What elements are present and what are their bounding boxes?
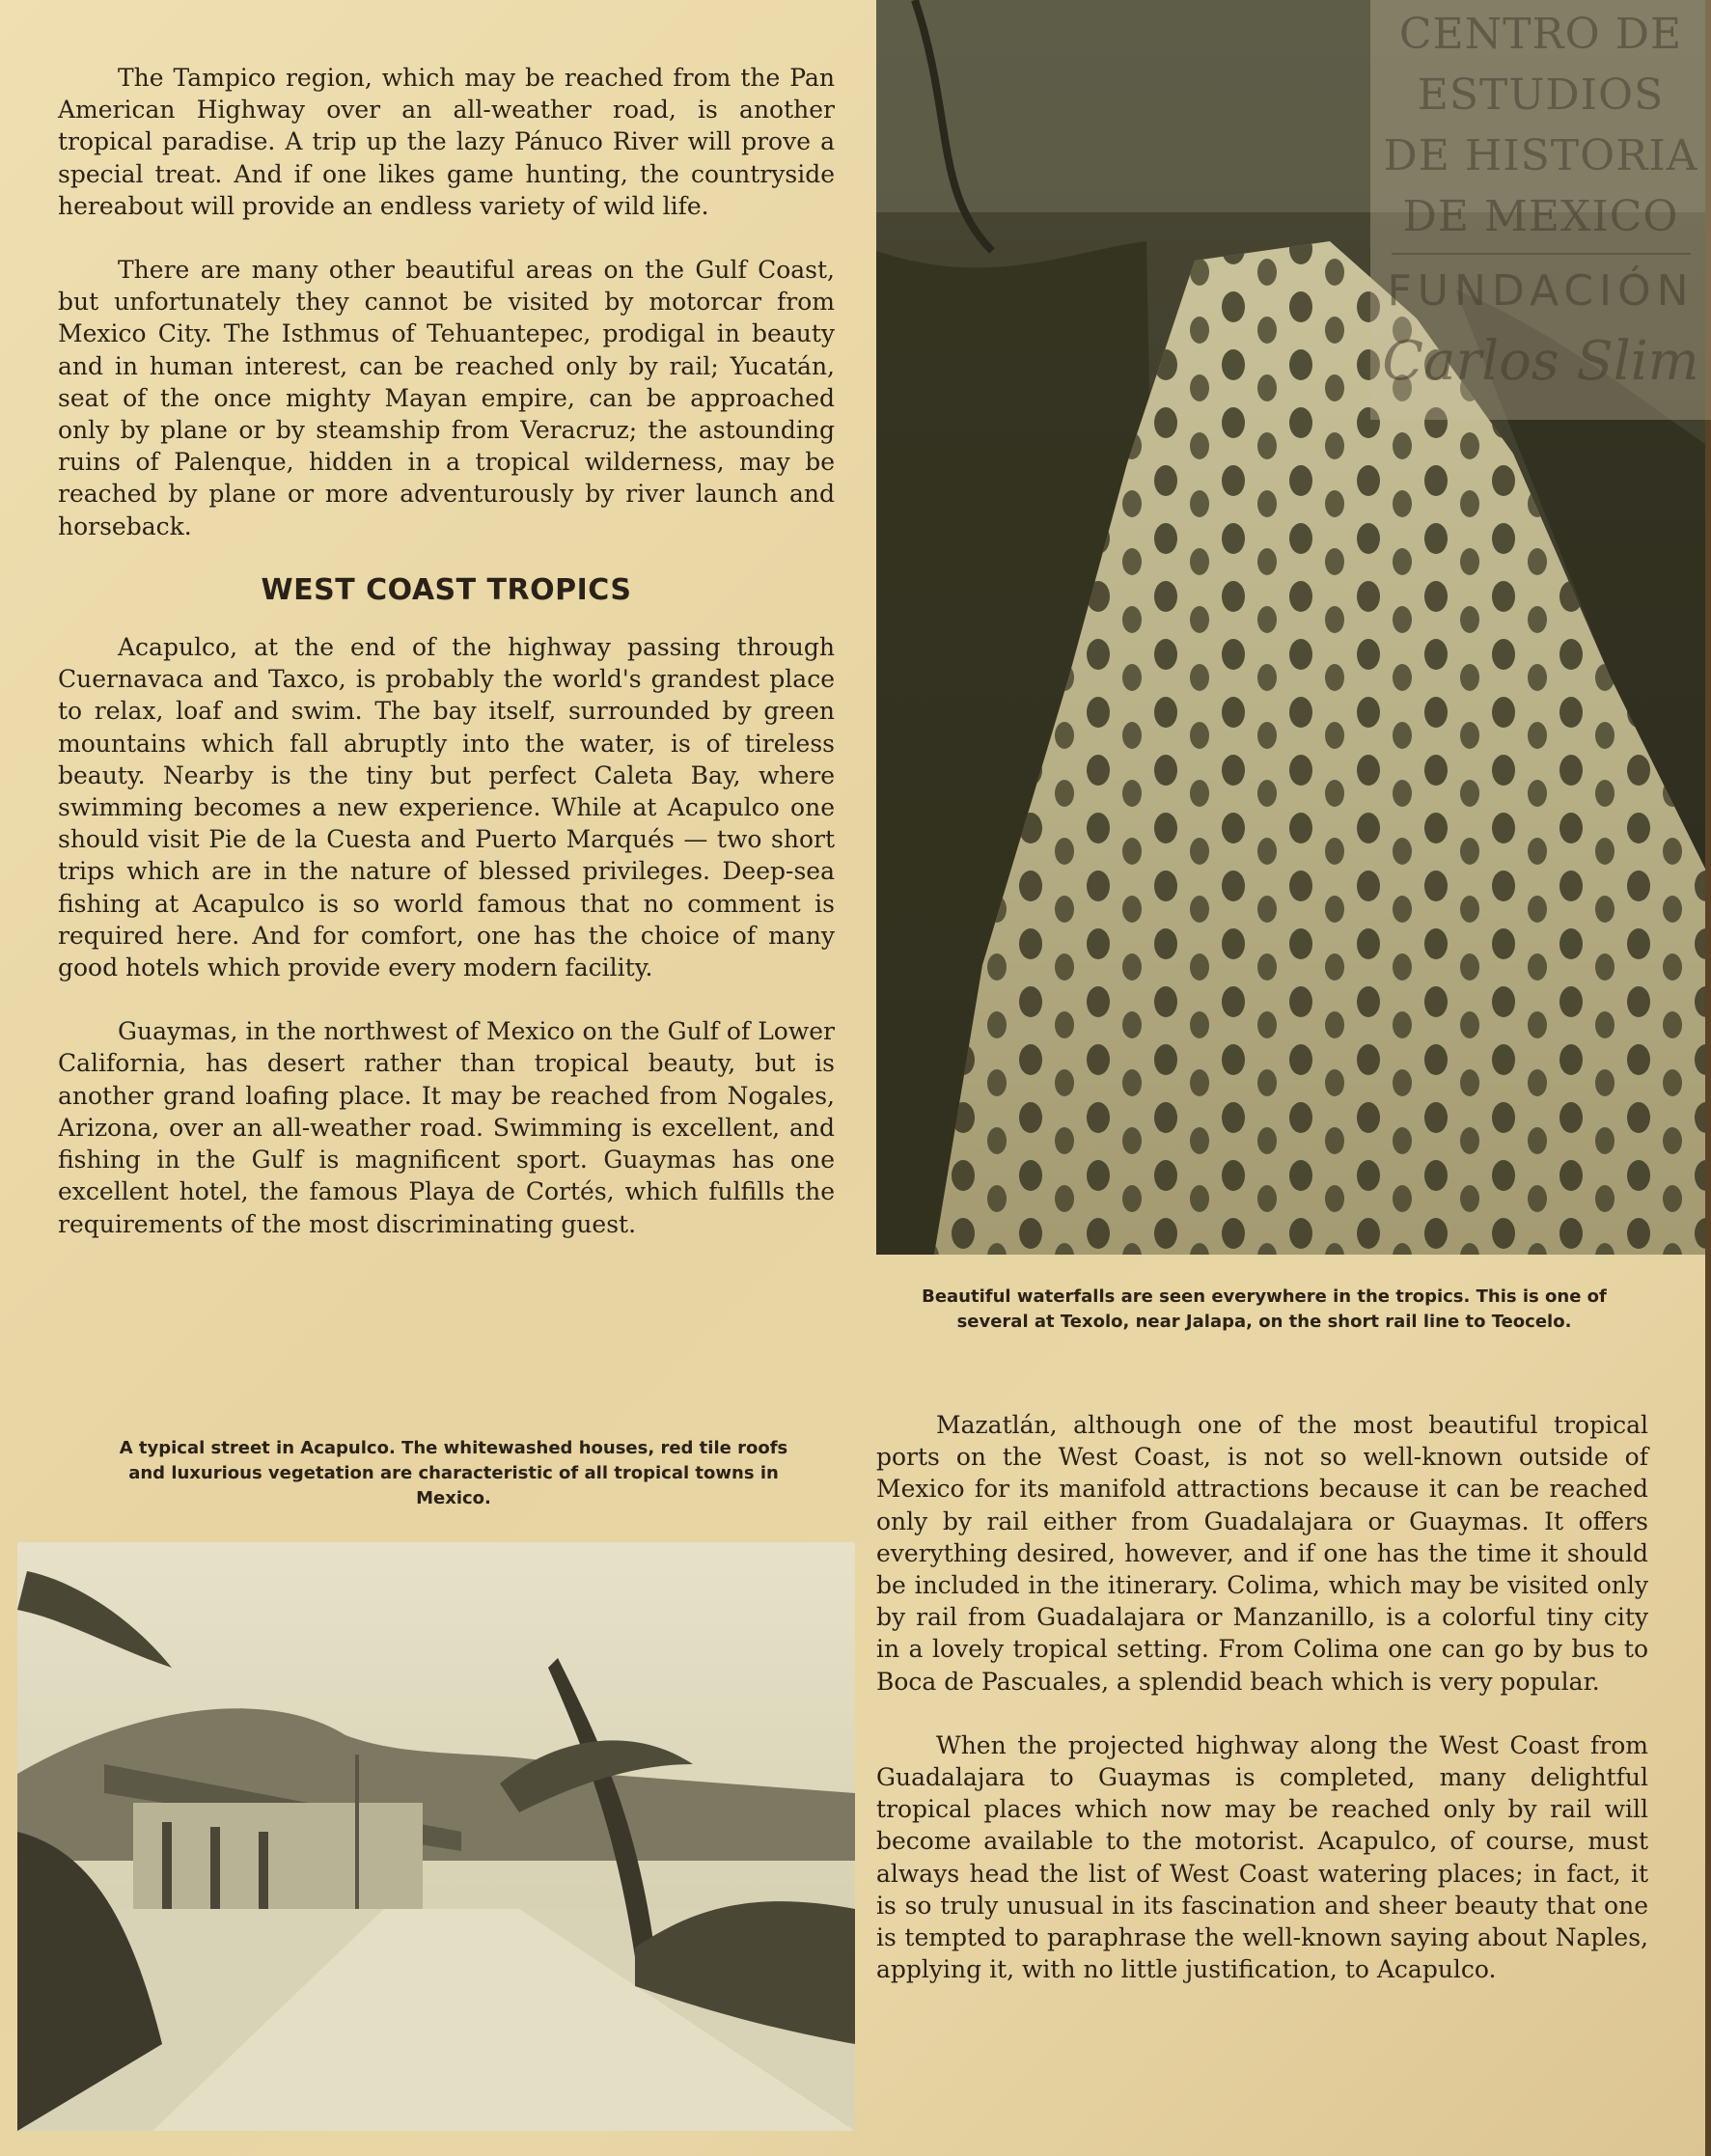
watermark-line: DE HISTORIA [1383,131,1698,180]
paragraph-guaymas: Guaymas, in the northwest of Mexico on the Gulf of Lower California, has desert rather than tropical beauty, but is another grand loafing place. It may be reached from Nogales, Arizona, over an all-weather road. Swimming is excellent, and fishing in the Gulf is magnificent sport. Guaymas has one excellent hotel, the famous Playa de Cortés, which fulfills the requirements of the most discriminating guest. [58,1017,835,1238]
watermark-divider [1392,253,1691,255]
right-column [876,1409,1648,2017]
paragraph-projected-highway: When the projected highway along the West Coast from Guadalajara to Guaymas is completed, many delightful tropical places which now may be reached only by rail will become available to the motorist. Acapulco, of course, must always head the list of West Coast watering places; in fact, it is so truly unusual in its fascination and sheer beauty that one is tempted to paraphrase the well-known saying about Naples, applying it, with no little justification, to Acapulco. [876,1730,1648,1984]
acapulco-street-photo [17,1542,855,2131]
paragraph-acapulco: Acapulco, at the end of the highway passing through Cuernavaca and Taxco, is probably the world's grandest place to relax, loaf and swim. The bay itself, surrounded by green mountains which fall abruptly into the water, is of tireless beauty. Nearby is the tiny but perfect Caleta Bay, where swimming becomes a new experience. While at Acapulco one should visit Pie de la Cuesta and Puerto Marqués — two short trips which are in the nature of blessed privileges. Deep-sea fishing at Acapulco is so world famous that no comment is required here. And for comfort, one has the choice of many good hotels which provide every modern facility. [58,633,835,982]
left-column [58,62,835,1272]
waterfall-caption: Beautiful waterfalls are seen everywhere in the tropics. This is one of several at Texolo, near Jalapa, on the short rail line to Teocelo. [922,1286,1607,1332]
paragraph-tampico: The Tampico region, which may be reached from the Pan American Highway over an all-weather road, is another tropical paradise. A trip up the lazy Pánuco River will prove a special treat. And if one likes game hunting, the countryside hereabout will provide an endless variety of wild life. [58,64,835,220]
section-heading: WEST COAST TROPICS [261,572,632,607]
paragraph-mazatlan: Mazatlán, although one of the most beautiful tropical ports on the West Coast, is not so well-known outside of Mexico for its manifold attractions because it can be reached only by rail either from Guadalajara or Guaymas. It offers everything desired, however, and if one has the time it should be included in the itinerary. Colima, which may be visited only by rail from Guadalajara or Manzanillo, is a colorful tiny city in a lovely tropical setting. From Colima one can go by bus to Boca de Pascuales, a splendid beach which is very popular. [876,1411,1648,1696]
paragraph-gulf-coast: There are many other beautiful areas on the Gulf Coast, but unfortunately they cannot be visited by motorcar from Mexico City. The Isthmus of Tehuantepec, prodigal in beauty and in human interest, can be reached only by rail; Yucatán, seat of the once mighty Mayan empire, can be approached only by plane or by steamship from Veracruz; the astounding ruins of Palenque, hidden in a tropical wilderness, may be reached by plane or more adventurously by river launch and horseback. [58,256,835,540]
watermark-signature: Carlos Slim [1382,330,1699,393]
watermark-line: CENTRO DE [1398,10,1683,59]
watermark-line: DE MEXICO [1402,192,1679,241]
street-illustration [17,1542,855,2131]
watermark-line: ESTUDIOS [1417,70,1665,120]
archive-watermark [1370,0,1711,420]
street-caption: A typical street in Acapulco. The whitewashed houses, red tile roofs and luxurious vegetation are characteristic of all tropical towns in Mexico. [119,1438,788,1508]
watermark-foundation: FUNDACIÓN [1387,266,1695,316]
